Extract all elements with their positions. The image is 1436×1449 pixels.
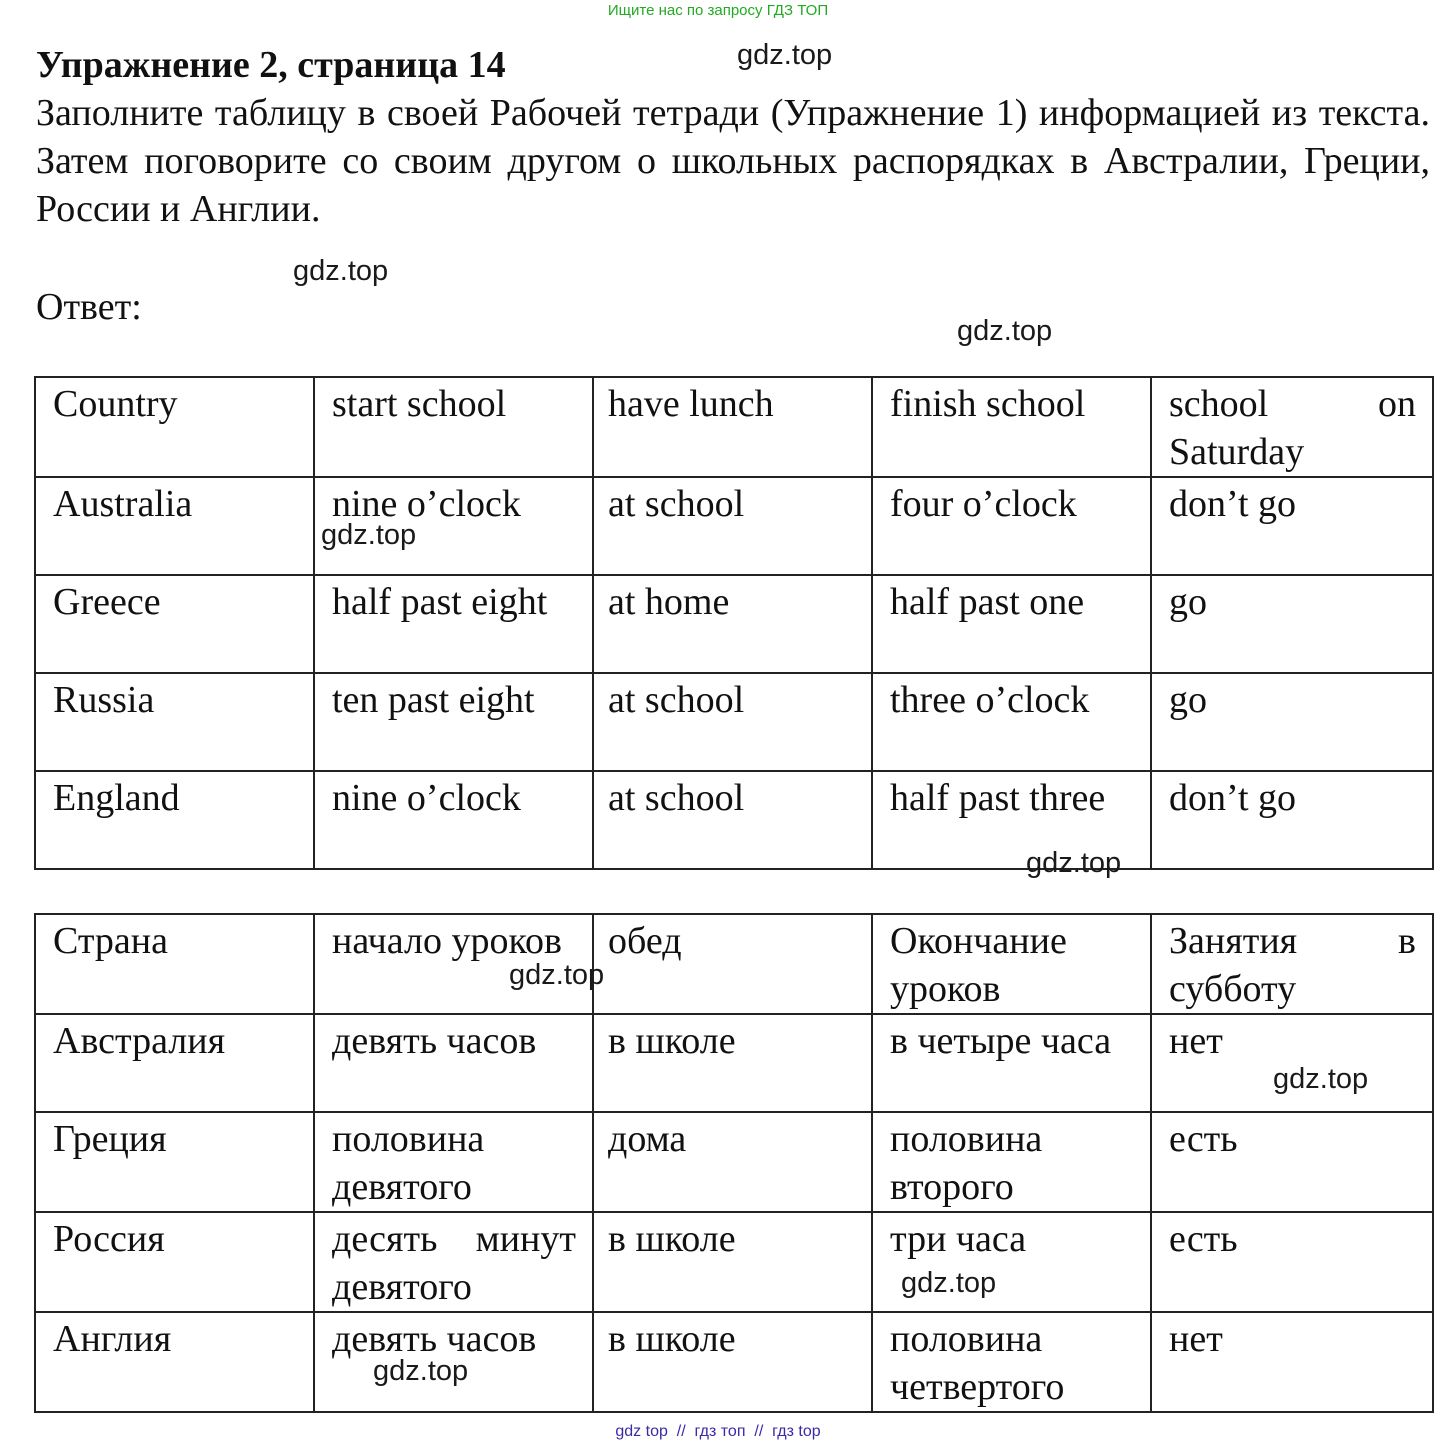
table-cell: at school xyxy=(593,477,872,575)
footer-links[interactable]: gdz top // гдз топ // гдз top xyxy=(615,1423,821,1440)
table-cell: в школе xyxy=(593,1212,872,1312)
schedule-table-english xyxy=(34,376,1434,870)
header-cell: have lunch xyxy=(593,377,872,477)
table-cell: в школе xyxy=(593,1014,872,1112)
watermark: gdz.top xyxy=(509,959,605,991)
watermark: gdz.top xyxy=(1026,847,1122,879)
table-cell: есть xyxy=(1151,1112,1433,1212)
header-cell: начало уроков xyxy=(314,914,593,1014)
header-cell: Окончание уроков xyxy=(872,914,1151,1014)
table-cell: nine o’clock xyxy=(314,771,593,869)
table-row xyxy=(35,1014,1433,1112)
table-cell: don’t go xyxy=(1151,771,1433,869)
table-row xyxy=(35,1212,1433,1312)
table-cell: половина четвертого xyxy=(872,1312,1151,1412)
table-cell: нет xyxy=(1151,1312,1433,1412)
table-cell: at school xyxy=(593,673,872,771)
table-cell: don’t go xyxy=(1151,477,1433,575)
table-header-row xyxy=(35,377,1433,477)
table-cell: Греция xyxy=(35,1112,314,1212)
header-cell: обед xyxy=(593,914,872,1014)
table-cell: three o’clock xyxy=(872,673,1151,771)
table-row xyxy=(35,1312,1433,1412)
table-cell: half past eight xyxy=(314,575,593,673)
table-row xyxy=(35,575,1433,673)
table-row xyxy=(35,477,1433,575)
table-cell: go xyxy=(1151,673,1433,771)
answer-label: Ответ: xyxy=(36,286,142,328)
table-cell: England xyxy=(35,771,314,869)
table-cell: Russia xyxy=(35,673,314,771)
watermark: gdz.top xyxy=(293,255,389,287)
header-cell: school on Saturday xyxy=(1151,377,1433,477)
header-cell: Country xyxy=(35,377,314,477)
table-cell: в школе xyxy=(593,1312,872,1412)
watermark: gdz.top xyxy=(737,39,833,71)
exercise-instruction: Заполните таблицу в своей Рабочей тетради (Упражнение 1) информацией из текста. Затем поговорите со своим другом о школьных распорядках в Австралии, Греции, России и Англии. xyxy=(36,92,1430,230)
table-cell: go xyxy=(1151,575,1433,673)
watermark: gdz.top xyxy=(373,1355,469,1387)
table-cell: десять минут девятого xyxy=(314,1212,593,1312)
table-cell: at school xyxy=(593,771,872,869)
table-cell: девять часов xyxy=(314,1312,593,1412)
watermark: gdz.top xyxy=(901,1267,997,1299)
watermark: gdz.top xyxy=(1273,1063,1369,1095)
watermark: gdz.top xyxy=(957,315,1053,347)
table-cell: at home xyxy=(593,575,872,673)
table-cell: дома xyxy=(593,1112,872,1212)
table-cell: nine o’clock xyxy=(314,477,593,575)
table-row xyxy=(35,1112,1433,1212)
table-cell: four o’clock xyxy=(872,477,1151,575)
header-cell: finish school xyxy=(872,377,1151,477)
table-cell: Greece xyxy=(35,575,314,673)
table-header-row xyxy=(35,914,1433,1014)
table-cell: половина второго xyxy=(872,1112,1151,1212)
table-row xyxy=(35,673,1433,771)
table-cell: половина девятого xyxy=(314,1112,593,1212)
table-cell: есть xyxy=(1151,1212,1433,1312)
schedule-table-russian xyxy=(34,913,1434,1413)
table-cell: Австралия xyxy=(35,1014,314,1112)
header-cell: Занятия в субботу xyxy=(1151,914,1433,1014)
table-cell: Australia xyxy=(35,477,314,575)
exercise-title: Упражнение 2, страница 14 xyxy=(36,44,506,86)
header-cell: start school xyxy=(314,377,593,477)
table-cell: девять часов xyxy=(314,1014,593,1112)
table-cell: в четыре часа xyxy=(872,1014,1151,1112)
table-cell: half past three xyxy=(872,771,1151,869)
table-cell: ten past eight xyxy=(314,673,593,771)
table-row xyxy=(35,771,1433,869)
top-banner-link[interactable]: Ищите нас по запросу ГДЗ ТОП xyxy=(607,2,829,19)
table-cell: Россия xyxy=(35,1212,314,1312)
table-cell: нет xyxy=(1151,1014,1433,1112)
table-cell: три часа xyxy=(872,1212,1151,1312)
header-cell: Страна xyxy=(35,914,314,1014)
table-cell: Англия xyxy=(35,1312,314,1412)
table-cell: half past one xyxy=(872,575,1151,673)
watermark: gdz.top xyxy=(321,519,417,551)
